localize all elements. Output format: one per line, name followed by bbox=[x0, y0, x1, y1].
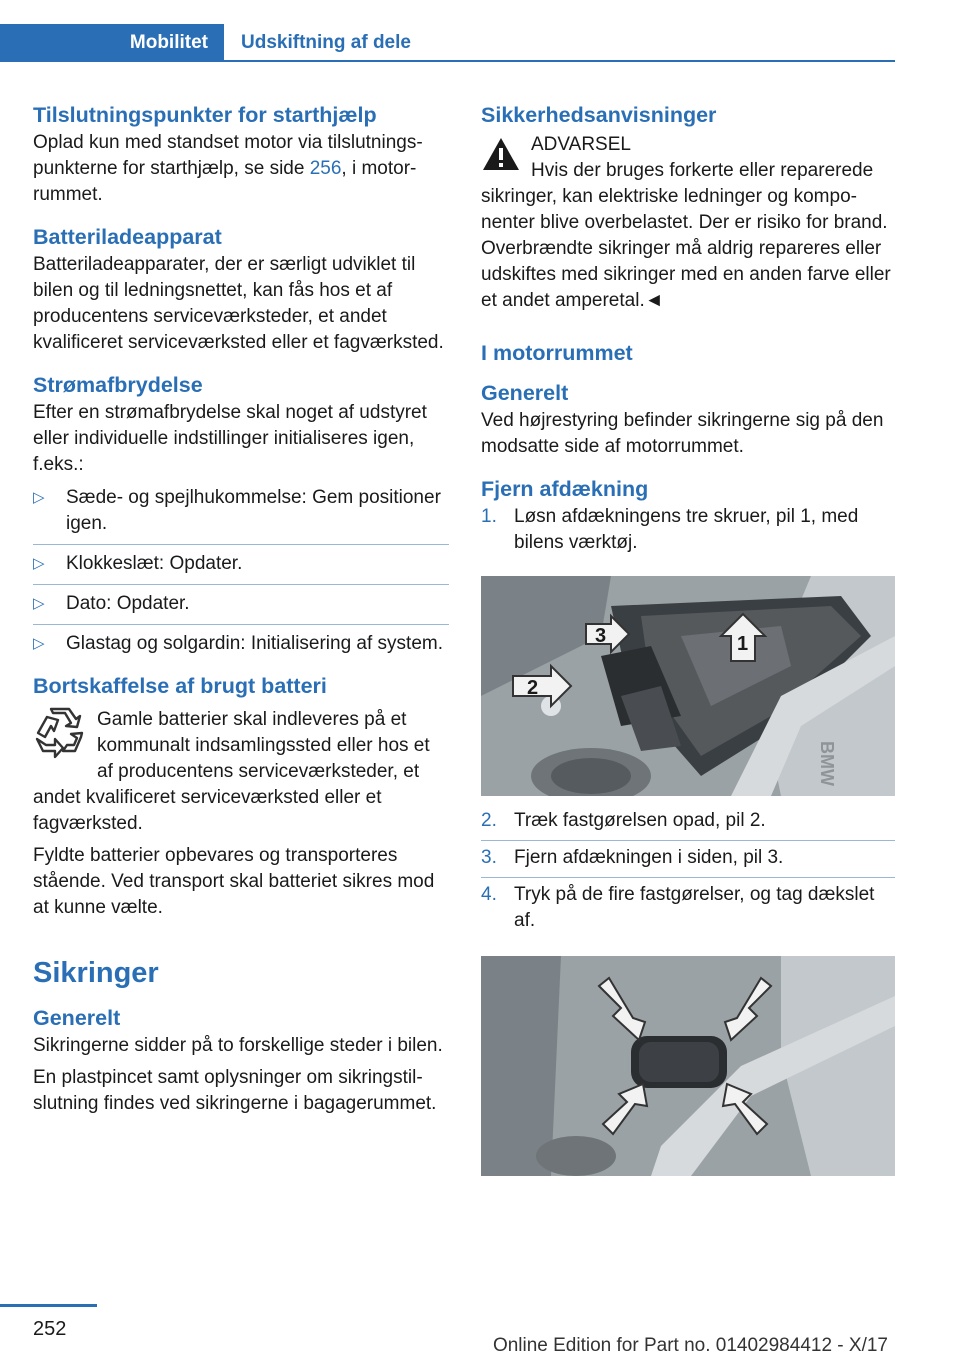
brand-mark: BMW bbox=[817, 741, 837, 786]
list-item-text: Dato: Opdater. bbox=[66, 593, 190, 614]
step-number: 3. bbox=[481, 847, 497, 868]
list-divider bbox=[33, 624, 449, 625]
page-link-256[interactable]: 256 bbox=[309, 158, 342, 179]
section-title-motorrummet: I motorrummet bbox=[481, 341, 633, 365]
list-item-text: Sæde- og spejlhukommelse: Gem positioner igen. bbox=[66, 487, 441, 534]
step-text: Tryk på de fire fastgørelser, og tag dækslet af. bbox=[514, 884, 875, 931]
right-column bbox=[481, 100, 895, 1176]
engine-figure-2 bbox=[481, 956, 895, 1176]
triangle-bullet-icon: ▷ bbox=[33, 489, 45, 506]
section-title-starthjaelp: Tilslutningspunkter for starthjælp bbox=[33, 103, 377, 127]
bortskaffelse-text-1: Gamle batterier skal indleveres på et kommunalt indsamlingssted eller hos et af producentens serviceværksteder, et andet kvalificeret serviceværksted eller et fagværksted. bbox=[33, 709, 430, 834]
reset-list bbox=[33, 485, 449, 657]
list-divider bbox=[33, 584, 449, 585]
arrow-label-2: 2 bbox=[527, 677, 539, 699]
list-item bbox=[481, 845, 895, 871]
arrow-label-3: 3 bbox=[595, 625, 607, 647]
section-title-sikkerhedsanvisninger: Sikkerhedsanvisninger bbox=[481, 103, 717, 127]
warning-label: ADVARSEL bbox=[531, 134, 631, 155]
page-header bbox=[0, 0, 960, 62]
list-item bbox=[33, 591, 449, 617]
subsection-title-generelt: Generelt bbox=[33, 1006, 121, 1030]
tab-udskiftning-af-dele[interactable]: Udskiftning af dele bbox=[241, 32, 411, 53]
generelt-text: Ved højrestyring befinder sikringerne sig på den modsatte side af motorrummet. bbox=[481, 410, 884, 457]
step-number: 4. bbox=[481, 884, 497, 905]
recycle-note bbox=[33, 707, 449, 837]
recycle-icon bbox=[33, 707, 85, 759]
list-item-text: Klokkeslæt: Opdater. bbox=[66, 553, 243, 574]
step-number: 1. bbox=[481, 506, 497, 527]
tab-mobilitet[interactable]: Mobilitet bbox=[0, 24, 224, 62]
subsection-title-generelt-right: Generelt bbox=[481, 381, 569, 405]
warning-block bbox=[481, 130, 895, 314]
steps-list-b bbox=[481, 808, 895, 934]
list-item bbox=[33, 551, 449, 577]
left-column bbox=[33, 100, 449, 1117]
footer-rule bbox=[0, 1304, 97, 1307]
sikringer-text-2: En plastpincet samt oplysninger om sikringstilslutning findes ved sikringerne i bagagerummet. bbox=[33, 1067, 437, 1114]
engine-figure-1 bbox=[481, 576, 895, 796]
list-divider bbox=[481, 877, 895, 878]
starthjaelp-text bbox=[33, 130, 449, 208]
step-text: Fjern afdækningen i siden, pil 3. bbox=[514, 847, 784, 868]
list-item bbox=[481, 504, 895, 556]
list-divider bbox=[481, 840, 895, 841]
engine-illustration-2 bbox=[481, 956, 895, 1176]
bortskaffelse-text-2: Fyldte batterier opbevares og transporteres stående. Ved transport skal batteriet sikres mod at kunne vælte. bbox=[33, 845, 435, 918]
triangle-bullet-icon: ▷ bbox=[33, 595, 45, 612]
step-number: 2. bbox=[481, 810, 497, 831]
arrow-label-1: 1 bbox=[737, 633, 749, 655]
list-item-text: Glastag og solgardin: Initialisering af system. bbox=[66, 633, 444, 654]
warning-triangle-icon bbox=[481, 136, 521, 172]
list-item bbox=[33, 631, 449, 657]
starthjaelp-text-b: , i motorrummet. bbox=[33, 158, 417, 205]
triangle-bullet-icon: ▷ bbox=[33, 555, 45, 572]
starthjaelp-text-a: Oplad kun med standset motor via tilslutningspunkterne for starthjælp, se side bbox=[33, 132, 423, 179]
engine-illustration-1 bbox=[481, 576, 895, 796]
section-title-bortskaffelse: Bortskaffelse af brugt batteri bbox=[33, 674, 327, 698]
step-text: Løsn afdækningens tre skruer, pil 1, med bilens værktøj. bbox=[514, 506, 859, 553]
stroemafbrydelse-text: Efter en strømafbrydelse skal noget af udstyret eller individuelle indstillinger initialiseres igen, f.eks.: bbox=[33, 402, 427, 475]
list-item bbox=[33, 485, 449, 537]
list-item bbox=[481, 882, 895, 934]
header-rule bbox=[0, 60, 895, 62]
step-text: Træk fastgørelsen opad, pil 2. bbox=[514, 810, 766, 831]
section-title-batteriladeapparat: Batteriladeapparat bbox=[33, 225, 222, 249]
batteriladeapparat-text: Batteriladeapparater, der er særligt udviklet til bilen og til ledningsnettet, kan fås hos et af producentens serviceværksteder, et andet kvalificeret serviceværksted eller et fagværksted. bbox=[33, 254, 444, 353]
warning-text: Hvis der bruges forkerte eller reparerede sikringer, kan elektriske ledninger og komponenter blive overbelastet. Der er risiko for brand. Overbrændte sikringer må aldrig repareres eller udskiftes med sikringer med en anden farve eller et andet amperetal.◄ bbox=[481, 160, 891, 311]
section-title-sikringer: Sikringer bbox=[33, 957, 159, 989]
subsection-title-fjern-afdaekning: Fjern afdækning bbox=[481, 477, 649, 501]
edition-note: Online Edition for Part no. 01402984412 - X/17 bbox=[492, 1335, 888, 1356]
triangle-bullet-icon: ▷ bbox=[33, 635, 45, 652]
section-title-stroemafbrydelse: Strømafbrydelse bbox=[33, 373, 203, 397]
list-item bbox=[481, 808, 895, 834]
steps-list-a bbox=[481, 504, 895, 556]
sikringer-text-1: Sikringerne sidder på to forskellige steder i bilen. bbox=[33, 1035, 443, 1056]
list-divider bbox=[33, 544, 449, 545]
page-number: 252 bbox=[33, 1318, 67, 1340]
